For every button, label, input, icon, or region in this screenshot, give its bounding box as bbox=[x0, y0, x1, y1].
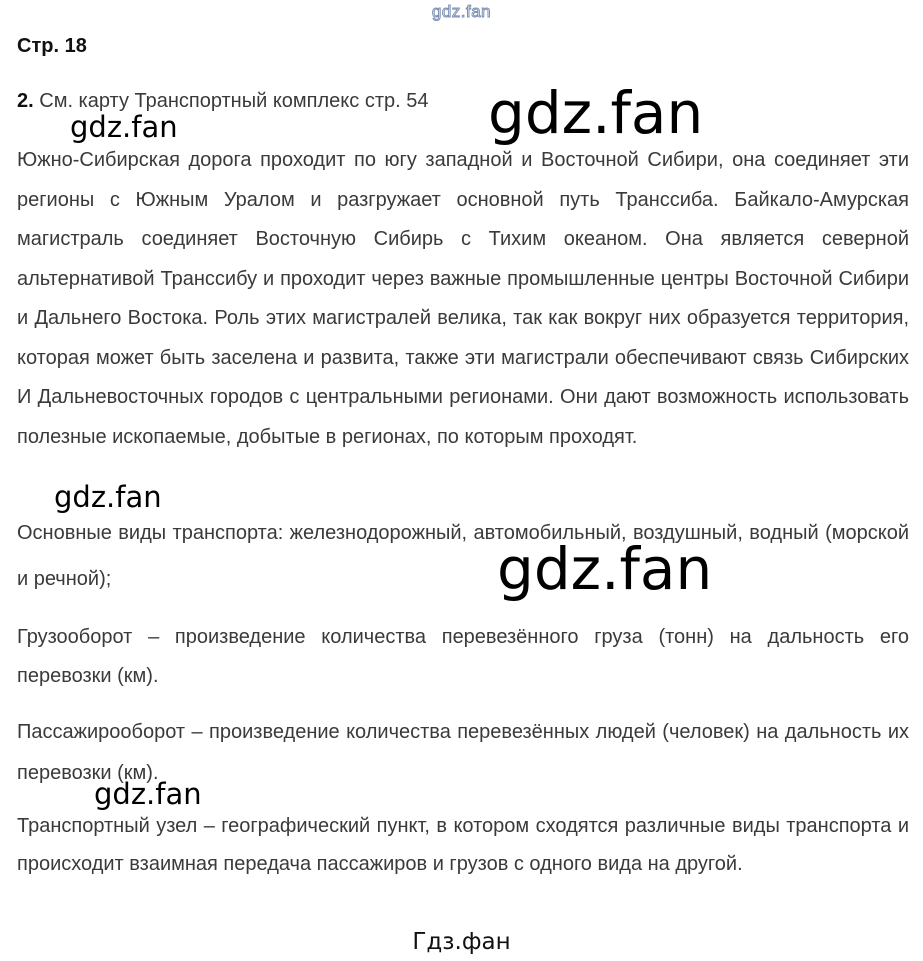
task-text: См. карту Транспортный комплекс стр. 54 bbox=[39, 90, 429, 112]
watermark-middle-big: gdz.fan bbox=[497, 535, 713, 603]
page-reference: Стр. 18 bbox=[17, 35, 87, 57]
paragraph-passenger-turnover: Пассажирооборот – произведение количества перевезённых людей (человек) на дальность их перевозки (км). bbox=[17, 721, 909, 784]
paragraph-transport-types: Основные виды транспорта: железнодорожный, автомобильный, воздушный, водный (морской и речной); bbox=[17, 522, 909, 590]
watermark-top: gdz.fan bbox=[431, 2, 492, 21]
task-number: 2. bbox=[17, 90, 34, 112]
paragraph-railways: Южно-Сибирская дорога проходит по югу западной и Восточной Сибири, она соединяет эти регионы с Южным Уралом и разгружает основной путь Транссиба. Байкало-Амурская магистраль соединяет Восточную Сибирь с Тихим океаном. Она является северной альтернативой Транссибу и проходит через важные промышленные центры Восточной Сибири и Дальнего Востока. Роль этих магистралей велика, так как вокруг них образуется территория, которая может быть заселена и развита, также эти магистрали обеспечивают связь Сибирских И Дальневосточных городов с центральными регионами. Они дают возможность использовать полезные ископаемые, добытые в регионах, по которым проходят. bbox=[17, 149, 909, 448]
watermark-bottom: Гдз.фан bbox=[412, 929, 511, 955]
watermark-upper-big: gdz.fan bbox=[488, 79, 704, 147]
watermark-middle-left: gdz.fan bbox=[54, 480, 162, 514]
paragraph-freight-turnover: Грузооборот – произведение количества перевезённого груза (тонн) на дальность его перевозки (км). bbox=[17, 626, 909, 687]
watermark-lower-left: gdz.fan bbox=[94, 777, 202, 811]
paragraph-transport-hub: Транспортный узел – географический пункт, в котором сходятся различные виды транспорта и происходит взаимная передача пассажиров и грузов с одного вида на другой. bbox=[17, 815, 909, 875]
watermark-upper-left: gdz.fan bbox=[70, 110, 178, 144]
